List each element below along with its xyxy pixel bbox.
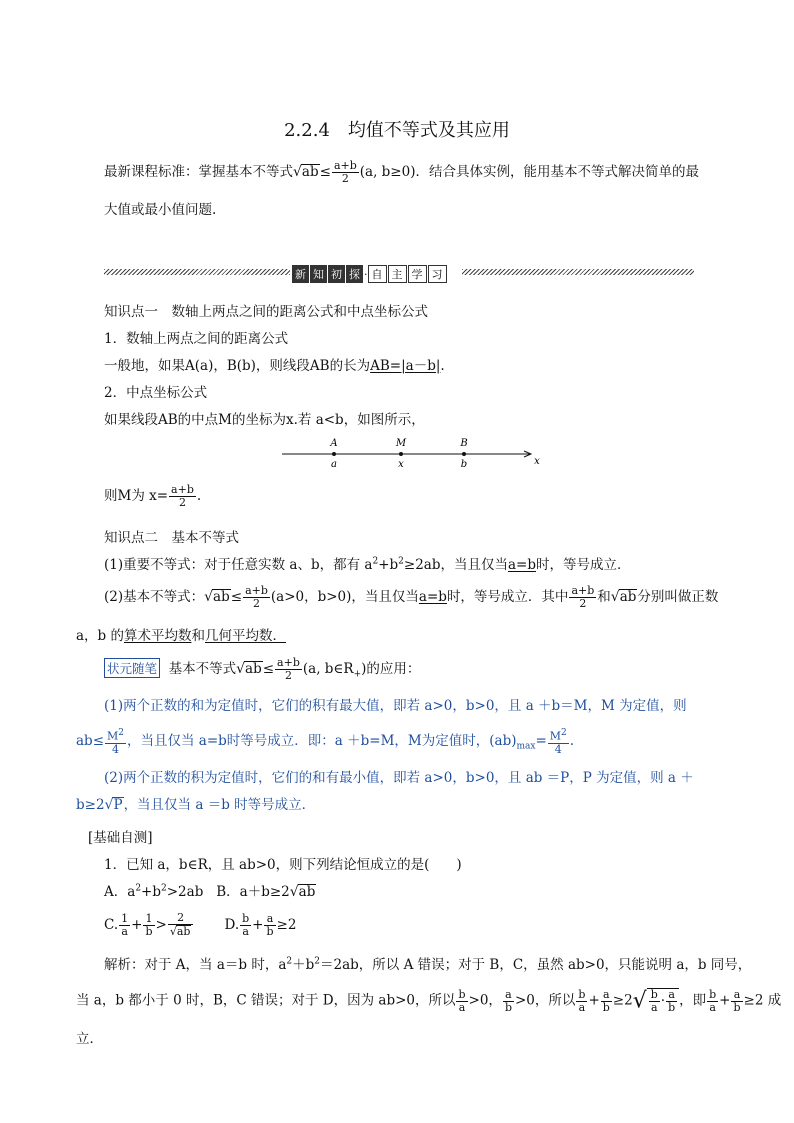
point-b-dot: [462, 452, 466, 456]
k1-s1-title: 1．数轴上两点之间的距离公式: [104, 331, 289, 347]
k1-s1-text: 一般地，如果A(a)，B(b)，则线段AB的长为AB=|a－b|.: [104, 358, 445, 374]
page-title: 2.2.4 均值不等式及其应用: [284, 120, 510, 141]
k1-s2-text: 如果线段AB的中点M的坐标为x.若 a<b，如图所示，: [104, 412, 425, 428]
options-ab: [104, 880, 316, 900]
point-a-value: a: [331, 459, 337, 470]
k1-s2-title: 2．中点坐标公式: [104, 385, 208, 401]
course-standard-line2: 大值或最小值问题.: [104, 202, 217, 218]
note-p2-line1: (2)两个正数的积为定值时，它们的和有最小值，即若 a>0，b>0，且 ab ＝P，P 为定值，则 a ＋: [104, 770, 694, 786]
section-banner: [104, 264, 694, 280]
k1-heading: 知识点一 数轴上两点之间的距离公式和中点坐标公式: [104, 304, 428, 320]
point-m-label: M: [395, 438, 407, 449]
banner-hatch-left: [104, 269, 290, 275]
note-p1-line1: (1)两个正数的和为定值时，它们的积有最大值，即若 a>0，b>0，且 a ＋b＝M，M 为定值，则: [104, 698, 687, 714]
course-standard: 最新课程标准：掌握基本不等式√ab≤ $\frac{a+b}{2}$ (a, b≥0)．结合具体实例，能用基本不等式解决简单的最: [104, 159, 699, 185]
question-1: 1．已知 a，b∈R，且 ab>0，则下列结论恒成立的是( ): [104, 857, 462, 873]
k2-heading: 知识点二 基本不等式: [104, 530, 239, 546]
options-cd: [104, 912, 296, 938]
point-b-label: B: [460, 438, 468, 449]
banner-label: 新 知 初 探 · 自 主 学 习: [292, 263, 448, 283]
option-a: A．$a^2+b^2>2ab$: [104, 883, 204, 900]
point-a-label: A: [330, 438, 338, 449]
axis-label: x: [534, 456, 540, 467]
midpoint-formula: 则M为 x= $\frac{a+b}{2}$ .: [104, 483, 202, 509]
k2-basic-inequality: (2)基本不等式：√ab≤ $\frac{a+b}{2}$ (a>0，b>0)，当且仅当a=b时，等号成立．其中 $\frac{a+b}{2}$ 和√ab分别叫做正数: [104, 584, 719, 610]
note-tag: 状元随笔: [104, 658, 160, 678]
k2-basic-inequality-line2: a，b 的算术平均数和几何平均数．: [76, 628, 286, 644]
point-a-dot: [332, 452, 336, 456]
option-d: D. $\frac{b}{a}$ + $\frac{a}{b}$ ≥2: [224, 911, 297, 938]
k2-important-inequality: (1)重要不等式：对于任意实数 a、b，都有 $a^2+b^2\ge 2ab$，当且仅当a=b时，等号成立．: [104, 556, 631, 573]
point-m-value: x: [398, 459, 404, 470]
point-m-dot: [399, 452, 403, 456]
point-b-value: b: [460, 459, 468, 470]
option-b: B．a＋b≥2√ab: [216, 884, 316, 900]
solution-line3: 立．: [76, 1031, 103, 1047]
solution-line2: 当 a，b 都小于 0 时，B，C 错误；对于 D，因为 ab>0，所以 $\frac{b}{a}$ >0， $\frac{a}{b}$ >0，所以 $\frac{b}{a}$ + $\frac{a}{b}$ ≥2√ $\frac{b}{a}$ · $\frac{a}{b}$ ，即 $\frac{b}{a}$ + $\frac{a}{b}$ ≥2 成: [76, 987, 782, 1014]
note-p1-line2: ab≤ $\frac{M^2}{4}$ ，当且仅当 a=b时等号成立．即：a ＋b=M，M为定值时，$(ab)_{max}=$ $\frac{M^2}{4}$ .: [76, 728, 575, 756]
banner-hatch-right: [462, 269, 694, 275]
option-c: C. $\frac{1}{a}$ + $\frac{1}{b}$ > $\frac{2}{√ab}$: [104, 917, 194, 933]
solution-line1: 解析：对于 A，当 a＝b 时，$a^2+b^2=2ab$，所以 A 错误；对于 B，C，虽然 ab>0，只能说明 a，b 同号，: [104, 956, 752, 973]
note-p2-line2: b≥2√P，当且仅当 a ＝b 时等号成立．: [76, 797, 316, 813]
exercise-heading: [基础自测]: [88, 830, 153, 846]
number-line: [280, 432, 550, 472]
note-intro: 状元随笔 基本不等式√ab≤ $\frac{a+b}{2}$ (a, $b\in R_+$)的应用：: [104, 657, 420, 682]
